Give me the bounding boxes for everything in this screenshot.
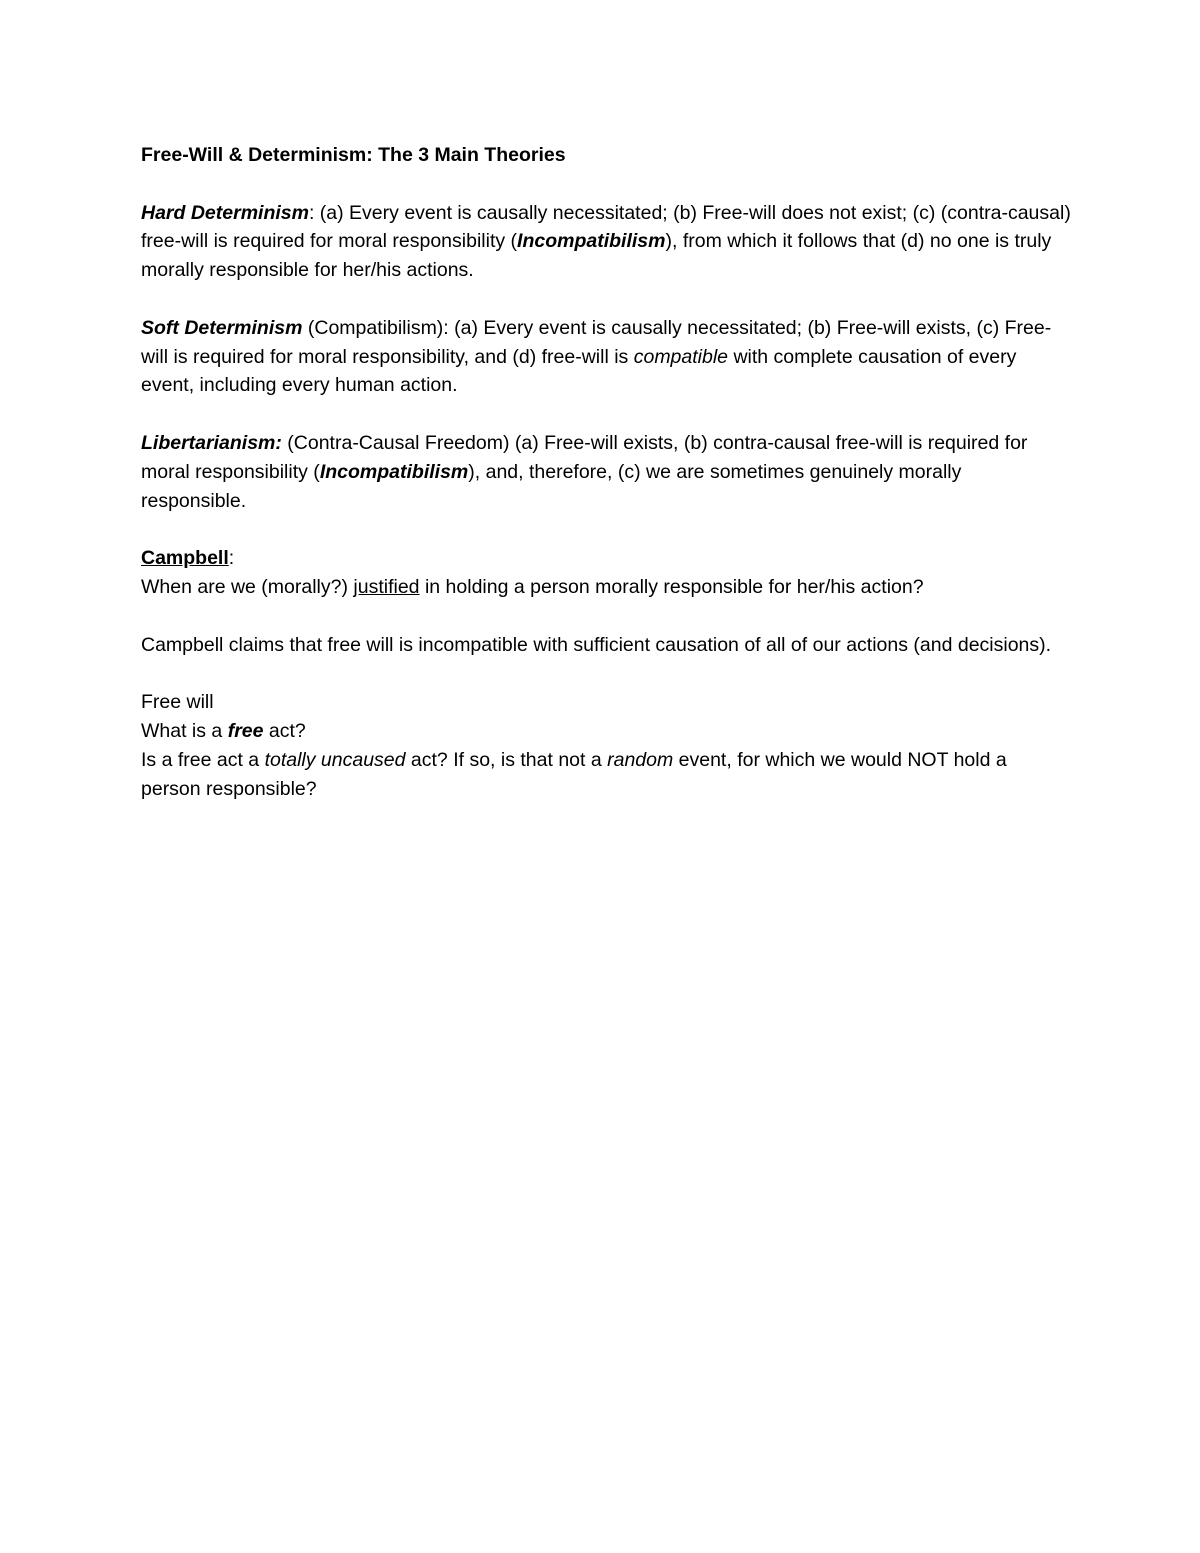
campbell-question (141, 573, 1071, 602)
hard-determinism-paragraph (141, 199, 1071, 285)
campbell-question-text-1: When are we (morally?) (141, 575, 354, 598)
campbell-heading-colon: : (228, 547, 235, 570)
libertarianism-term: Libertarianism: (141, 431, 282, 454)
free-act-question-text-2: act? (263, 719, 306, 742)
free-term: free (227, 719, 264, 742)
soft-determinism-term: Soft Determinism (141, 316, 303, 339)
hard-determinism-text-2: ), from which it follows that (d) no one is truly morally responsible for her/his actions. (141, 230, 1052, 282)
campbell-question-text-2: in holding a person morally responsible for her/his action? (419, 575, 924, 598)
soft-determinism-paragraph (141, 314, 1071, 400)
libertarianism-paragraph (141, 429, 1071, 515)
soft-determinism-text-2: with complete causation of every event, including every human action. (141, 345, 1017, 397)
free-act-question-text-1: What is a (141, 719, 228, 742)
document-body (141, 141, 1071, 832)
libertarianism-text-2: ), and, therefore, (c) we are sometimes genuinely morally responsible. (141, 460, 962, 512)
campbell-claim: Campbell claims that free will is incompatible with sufficient causation of all of our actions (and decisions). (141, 633, 1052, 656)
incompatibilism-term: Incompatibilism (517, 230, 666, 253)
uncaused-question-text-1: Is a free act a (141, 748, 265, 771)
campbell-heading-line (141, 544, 1071, 573)
libertarianism-text-1: (Contra-Causal Freedom) (a) Free-will exists, (b) contra-causal free-will is required for moral responsibility ( (141, 431, 1028, 483)
random-term: random (607, 748, 674, 771)
free-act-question (141, 717, 1071, 746)
incompatibilism-term: Incompatibilism (319, 460, 469, 483)
uncaused-question-text-3: event, for which we would NOT hold a person responsible? (141, 748, 1007, 800)
uncaused-act-question (141, 746, 1071, 804)
hard-determinism-text-1: : (a) Every event is causally necessitated; (b) Free-will does not exist; (c) (contra-causal) free-will is required for moral responsibility ( (141, 201, 1071, 253)
compatible-term: compatible (633, 345, 729, 368)
hard-determinism-term: Hard Determinism (141, 201, 309, 224)
campbell-heading: Campbell (141, 547, 229, 570)
document-title: Free-Will & Determinism: The 3 Main Theories (141, 144, 566, 166)
uncaused-question-text-2: act? If so, is that not a (405, 748, 608, 771)
free-will-heading: Free will (141, 691, 214, 714)
totally-uncaused-term: totally uncaused (264, 748, 406, 771)
justified-term: justified (353, 575, 420, 598)
soft-determinism-text-1: (Compatibilism): (a) Every event is causally necessitated; (b) Free-will exists, (c) Free-will is required for moral responsibility, and (d) free-will is (141, 316, 1052, 368)
